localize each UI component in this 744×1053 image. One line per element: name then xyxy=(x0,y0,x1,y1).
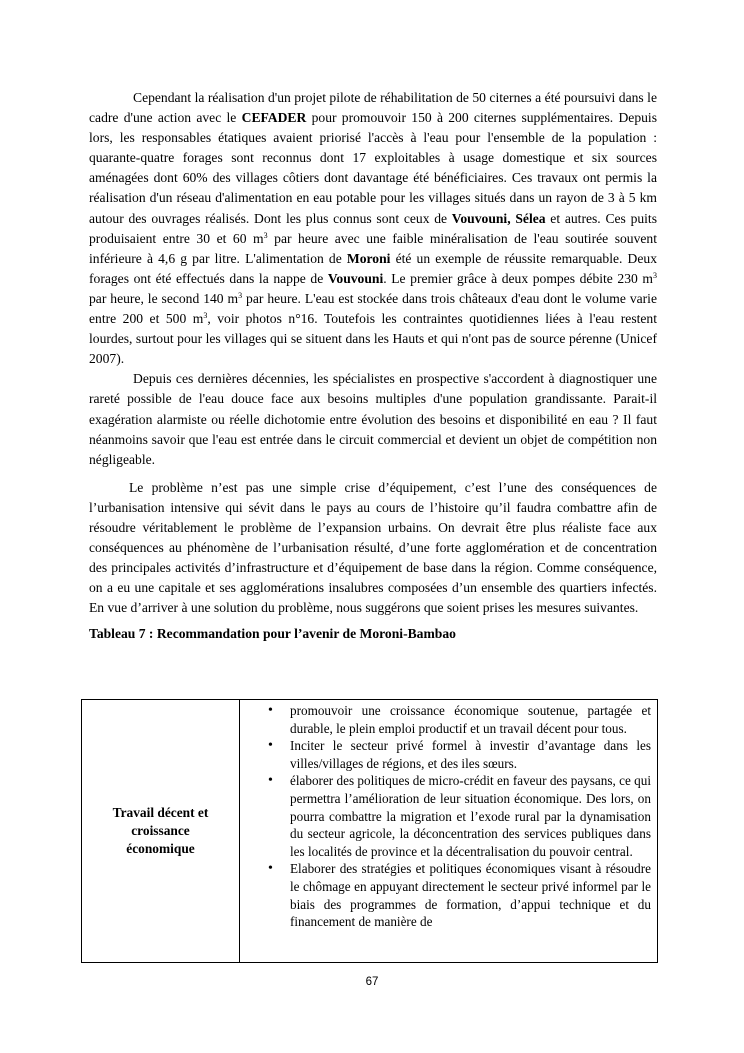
page-number: 67 xyxy=(365,976,379,988)
list-item: • élaborer des politiques de micro-crédit en faveur des paysans, ce qui permettra l’amélioration de leur situation économique. Des lors, on pourra combattre la migration et l’exode rural par la dynamisation du secteur agricole, la déconcentration des services publiques dans les localités de province et la décentralisation du pouvoir central. xyxy=(248,772,651,860)
list-item: • Inciter le secteur privé formel à investir d’avantage dans les villes/villages de régions, et des iles sœurs. xyxy=(248,737,651,772)
table-caption: Tableau 7 : Recommandation pour l’avenir de Moroni-Bambao xyxy=(89,626,456,642)
list-item: • promouvoir une croissance économique soutenue, partagée et durable, le plein emploi productif et un travail décent pour tous. xyxy=(248,702,651,737)
table-row-content xyxy=(240,700,658,963)
recommendation-list xyxy=(240,700,657,931)
table-row xyxy=(82,700,658,963)
paragraph-water-projects: Cependant la réalisation d'un projet pilote de réhabilitation de 50 citernes a été poursuivi dans le cadre d'une action avec le CEFADER pour promouvoir 150 à 200 citernes supplémentaires. Depuis lors, les responsables étatiques avaient priorisé l'accès à l'eau pour l'ensemble de la population : quarante-quatre forages sont reconnus dont 17 exploitables à usage domestique et six sources aménagées dont 60% des villages côtiers dont davantage été bénéficiaires. Ces travaux ont permis la réalisation d'un réseau d'alimentation en eau potable pour les villages situés dans un rayon de 3 à 5 km autour des ouvrages réalisés. Dont les plus connus sont ceux de Vouvouni, Sélea et autres. Ces puits produisaient entre 30 et 60 $m^3$ par heure avec une faible minéralisation de l'eau soutirée souvent inférieure à 4,6 g par litre. L'alimentation de Moroni été un exemple de réussite remarquable. Deux forages ont été effectués dans la nappe de Vouvouni. Le premier grâce à deux pompes débite 230 $m^3$ par heure, le second 140 $m^3$ par heure. L'eau est stockée dans trois châteaux d'eau dont le volume varie entre 200 et 500 $m^3$, voir photos n°16. Toutefois les contraintes quotidiennes liées à l'eau restent lourdes, surtout pour les villages qui se situent dans les Hauts et qui n'ont pas de source pérenne (Unicef 2007). xyxy=(89,90,658,367)
paragraph-water-scarcity: Depuis ces dernières décennies, les spécialistes en prospective s'accordent à diagnostiquer une rareté possible de l'eau douce face aux besoins multiples d'une population grandissante. Parait-il exagération alarmiste ou réelle dichotomie entre évolution des besoins et disponibilité en eau ? Il faut néanmoins savoir que l'eau est entrée dans le circuit commercial et devient un objet de compétition non négligeable. xyxy=(89,371,657,467)
table-row-label: Travail décent et croissance économique xyxy=(82,700,240,963)
list-item: • Elaborer des stratégies et politiques économiques visant à résoudre le chômage en appuyant directement le secteur privé informel par le biais des programmes de formation, d’appui technique et du financement de manière de xyxy=(248,860,651,930)
recommendation-table xyxy=(81,699,658,963)
paragraph-urbanisation: Le problème n’est pas une simple crise d’équipement, c’est l’une des conséquences de l’urbanisation intensive qui sévit dans le pays au cours de l’histoire qu’il faudra combattre afin de résoudre véritablement le problème de l’expansion urbains. On devrait être plus réaliste face aux conséquences au phénomène de l’urbanisation résulté, d’une forte agglomération et de concentration des principales activités d’infrastructure et d’équipement de base dans la région. Comme conséquence, on a eu une capitale et ses agglomérations insalubres composées d’un ensemble des quartiers infectés. En vue d’arriver à une solution du problème, nous suggérons que soient prises les mesures suivantes. xyxy=(89,479,657,616)
document-body xyxy=(89,88,657,643)
